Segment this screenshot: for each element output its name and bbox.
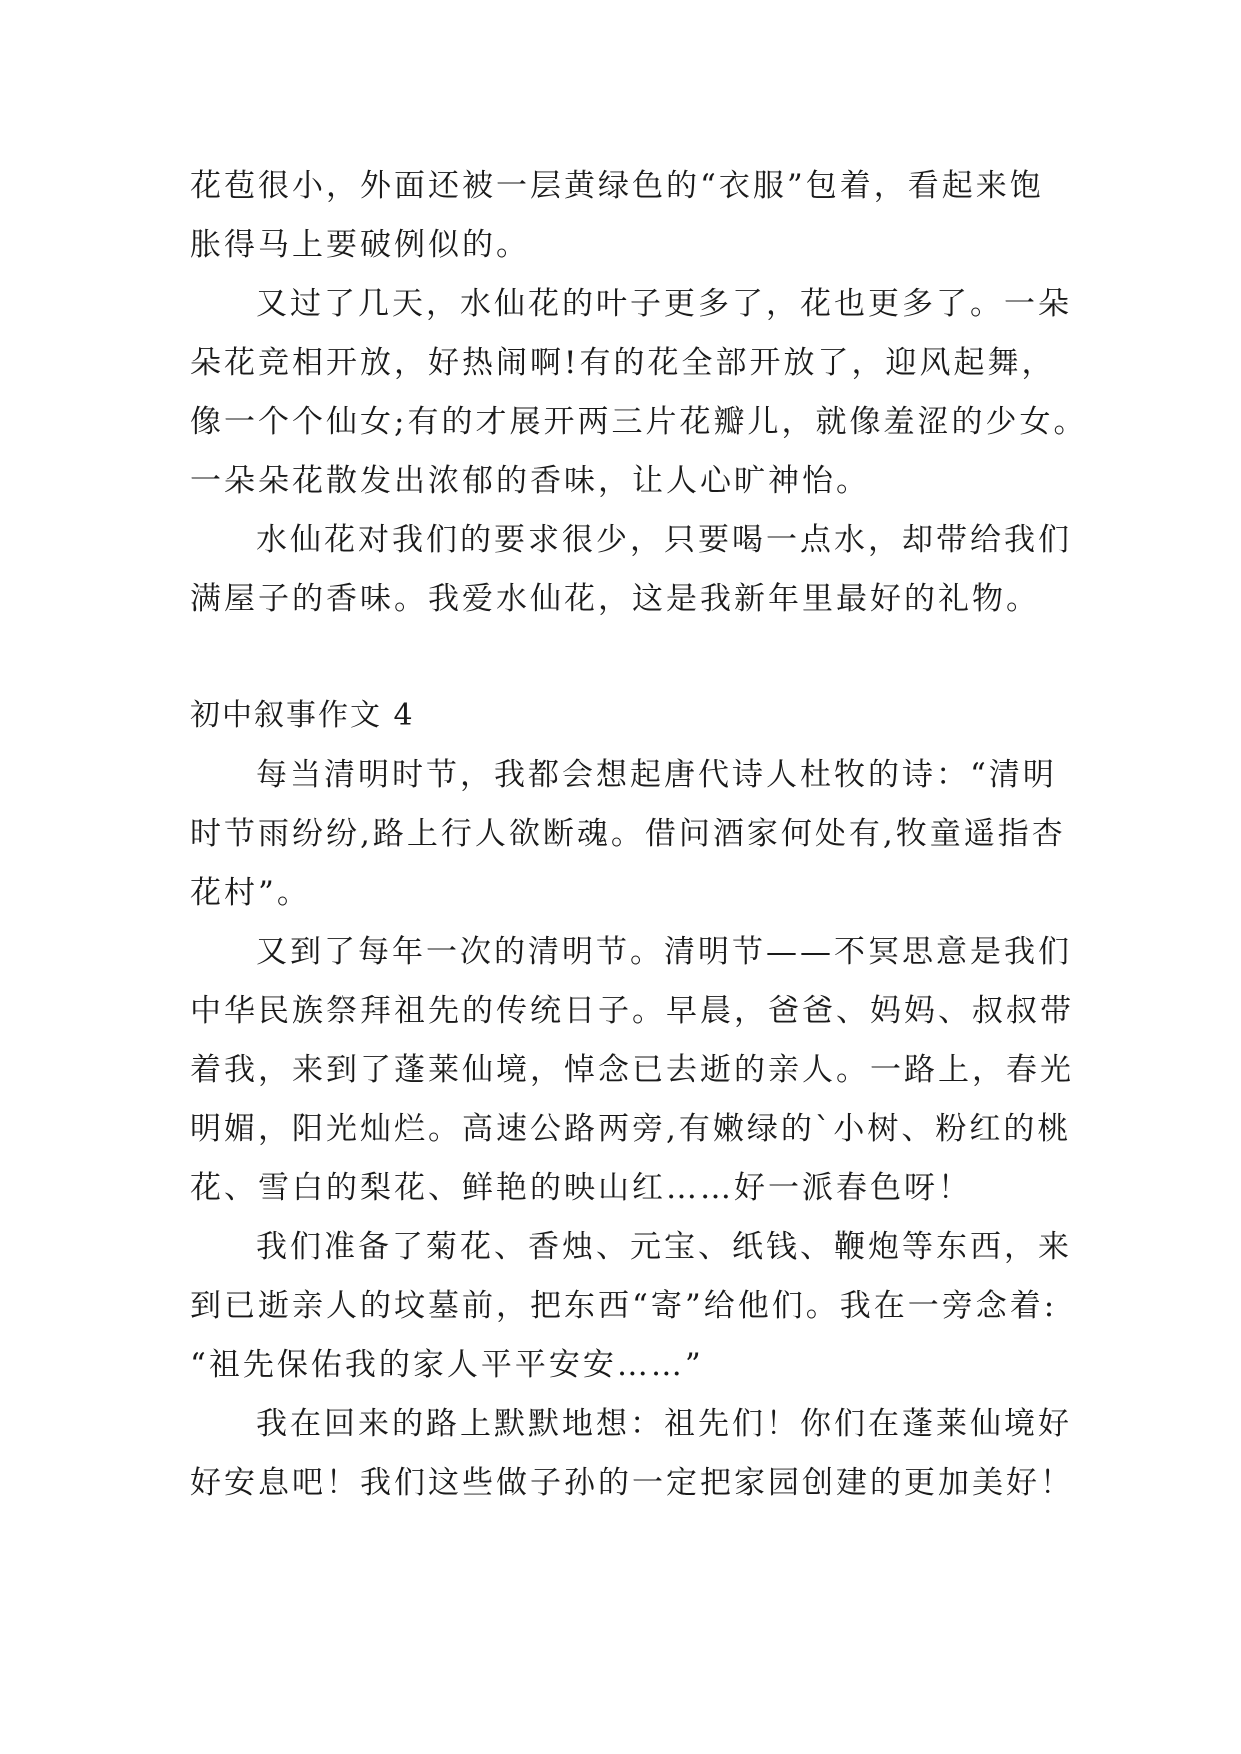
- paragraph-line: 时节雨纷纷,路上行人欲断魂。借问酒家何处有,牧童遥指杏: [190, 816, 1066, 852]
- paragraph-line: 好安息吧！我们这些做子孙的一定把家园创建的更加美好！: [190, 1465, 1074, 1501]
- paragraph-line: 到已逝亲人的坟墓前，把东西“寄”给他们。我在一旁念着:: [190, 1288, 1058, 1324]
- paragraph-line: 朵花竞相开放，好热闹啊!有的花全部开放了，迎风起舞，: [190, 345, 1056, 381]
- paragraph-line: 明媚，阳光灿烂。高速公路两旁,有嫩绿的`小树、粉红的桃: [190, 1111, 1072, 1147]
- paragraph-line: 每当清明时节，我都会想起唐代诗人杜牧的诗：“清明: [256, 757, 1057, 793]
- paragraph-line: 又过了几天，水仙花的叶子更多了，花也更多了。一朵: [256, 286, 1072, 322]
- paragraph-line: 满屋子的香味。我爱水仙花，这是我新年里最好的礼物。: [190, 581, 1040, 617]
- paragraph-line: 我在回来的路上默默地想：祖先们！你们在蓬莱仙境好: [256, 1406, 1072, 1442]
- paragraph-line: 像一个个仙女;有的才展开两三片花瓣儿，就像羞涩的少女。: [190, 404, 1088, 440]
- paragraph-line: 花苞很小，外面还被一层黄绿色的“衣服”包着，看起来饱: [190, 168, 1044, 204]
- paragraph-line: 中华民族祭拜祖先的传统日子。早晨，爸爸、妈妈、叔叔带: [190, 993, 1074, 1029]
- paragraph-line: 一朵朵花散发出浓郁的香味，让人心旷神怡。: [190, 463, 870, 499]
- paragraph-line: 花村”。: [190, 875, 311, 911]
- paragraph-line: 胀得马上要破例似的。: [190, 227, 530, 263]
- paragraph-line: 花、雪白的梨花、鲜艳的映山红……好一派春色呀！: [190, 1170, 972, 1206]
- paragraph-line: 我们准备了菊花、香烛、元宝、纸钱、鞭炮等东西，来: [256, 1229, 1072, 1265]
- paragraph-line: 着我，来到了蓬莱仙境，悼念已去逝的亲人。一路上，春光: [190, 1052, 1074, 1088]
- paragraph-line: 水仙花对我们的要求很少，只要喝一点水，却带给我们: [256, 522, 1072, 558]
- section-title: 初中叙事作文 4: [190, 698, 415, 733]
- paragraph-line: “祖先保佑我的家人平平安安……”: [190, 1347, 704, 1383]
- paragraph-line: 又到了每年一次的清明节。清明节——不冥思意是我们: [256, 934, 1072, 970]
